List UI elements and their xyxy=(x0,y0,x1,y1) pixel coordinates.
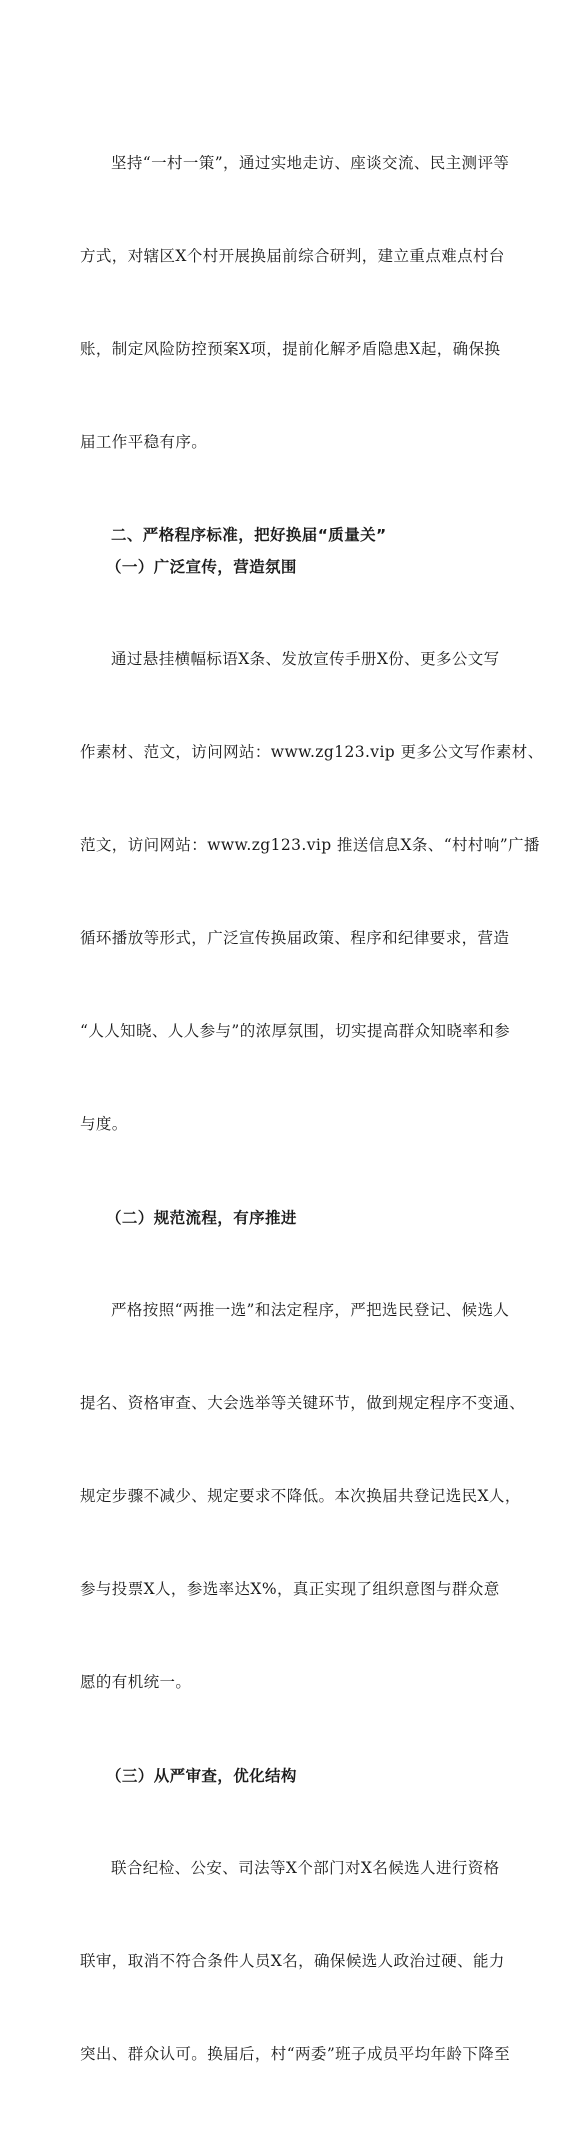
subsection-heading-strict-review: （三）从严审查，优化结构 xyxy=(106,1766,297,1785)
paragraph-one-village-one-policy xyxy=(80,86,510,520)
paragraph-line: 突出、群众认可。换届后，村“两委”班子成员平均年龄下降至 xyxy=(80,2045,511,2063)
paragraph-line: 提名、资格审查、大会选举等关键环节，做到规定程序不变通、 xyxy=(80,1394,526,1412)
paragraph-line: 通过悬挂横幅标语X条、发放宣传手册X份、更多公文写 xyxy=(111,650,500,668)
paragraph-line: 坚持“一村一策”，通过实地走访、座谈交流、民主测评等 xyxy=(111,154,510,172)
paragraph-line: 规定步骤不减少、规定要求不降低。本次换届共登记选民X人， xyxy=(80,1487,521,1505)
subsection-heading-publicity: （一）广泛宣传，营造氛围 xyxy=(106,557,297,576)
paragraph-line: 范文，访问网站：www.zg123.vip 推送信息X条、“村村响”广播 xyxy=(80,836,540,854)
paragraph-line: 愿的有机统一。 xyxy=(80,1673,192,1691)
paragraph-line: 参与投票X人，参选率达X%，真正实现了组织意图与群众意 xyxy=(80,1580,500,1598)
paragraph-line: 联合纪检、公安、司法等X个部门对X名候选人进行资格 xyxy=(111,1859,500,1877)
paragraph-line: 循环播放等形式，广泛宣传换届政策、程序和纪律要求，营造 xyxy=(80,929,510,947)
paragraph-line: 联审，取消不符合条件人员X名，确保候选人政治过硬、能力 xyxy=(80,1952,505,1970)
paragraph-line: 方式，对辖区X个村开展换届前综合研判，建立重点难点村台 xyxy=(80,247,505,265)
paragraph-line: 严格按照“两推一选”和法定程序，严把选民登记、候选人 xyxy=(111,1301,510,1319)
document-body xyxy=(80,86,544,2132)
paragraph-line: 账，制定风险防控预案X项，提前化解矛盾隐患X起，确保换 xyxy=(80,340,501,358)
paragraph-line: 作素材、范文，访问网站：www.zg123.vip 更多公文写作素材、 xyxy=(80,743,544,761)
paragraph-line: 与度。 xyxy=(80,1115,128,1133)
subsection-heading-standard-process: （二）规范流程，有序推进 xyxy=(106,1208,297,1227)
section-heading-strict-procedure: 二、严格程序标准，把好换届“质量关” xyxy=(111,526,387,544)
paragraph-standard-process xyxy=(80,1233,526,1760)
paragraph-strict-review xyxy=(80,1791,511,2132)
paragraph-line: 届工作平稳有序。 xyxy=(80,433,208,451)
paragraph-publicity xyxy=(80,582,544,1202)
paragraph-line: “人人知晓、人人参与”的浓厚氛围，切实提高群众知晓率和参 xyxy=(80,1022,511,1040)
